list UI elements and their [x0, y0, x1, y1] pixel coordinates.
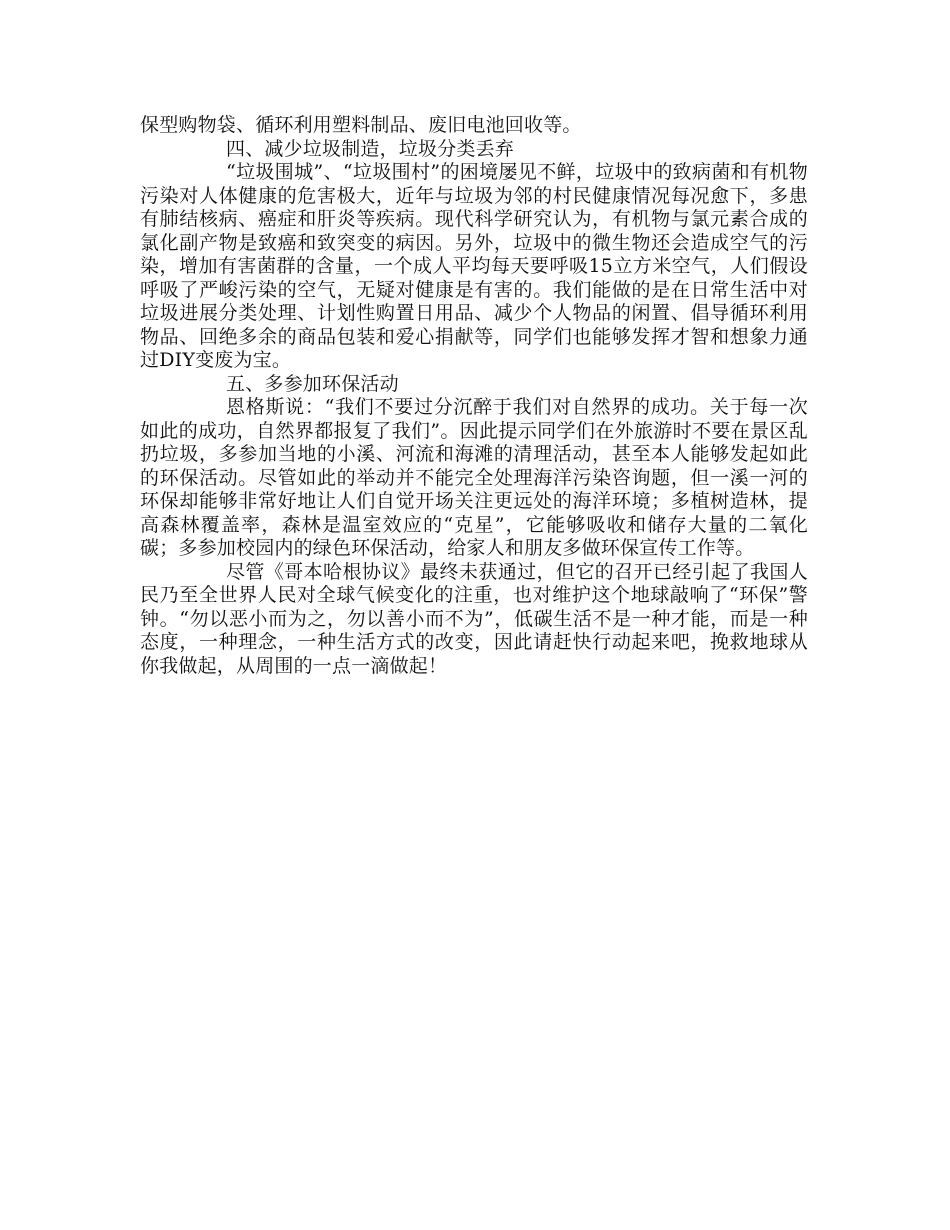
section-paragraph-4: “垃圾围城”、“垃圾围村”的困境屡见不鲜，垃圾中的致病菌和有机物污染对人体健康的危害极大，近年与垃圾为邻的村民健康情况每况愈下，多患有肺结核病、癌症和肝炎等疾病。现代科学研究认为，有机物与氯元素合成的氯化副产物是致癌和致突变的病因。另外，垃圾中的微生物还会造成空气的污染，增加有害菌群的含量，一个成人平均每天要呼吸15立方米空气，人们假设呼吸了严峻污染的空气，无疑对健康是有害的。我们能做的是在日常生活中对垃圾进展分类处理、计划性购置日用品、减少个人物品的闲置、倡导循环利用物品、回绝多余的商品包装和爱心捐献等，同学们也能够发挥才智和想象力通过DIY变废为宝。 [140, 161, 808, 371]
conclusion-paragraph: 尽管《哥本哈根协议》最终未获通过，但它的召开已经引起了我国人民乃至全世界人民对全球气候变化的注重，也对维护这个地球敲响了“环保”警钟。“勿以恶小而为之，勿以善小而不为”，低碳生活不是一种才能，而是一种态度，一种理念，一种生活方式的改变，因此请赶快行动起来吧，挽救地球从你我做起，从周围的一点一滴做起！ [140, 560, 808, 677]
section-paragraph-5: 恩格斯说：“我们不要过分沉醉于我们对自然界的成功。关于每一次如此的成功，自然界都报复了我们”。因此提示同学们在外旅游时不要在景区乱扔垃圾，多参加当地的小溪、河流和海滩的清理活动，甚至本人能够发起如此的环保活动。尽管如此的举动并不能完全处理海洋污染咨询题，但一溪一河的环保却能够非常好地让人们自觉开场关注更远处的海洋环境；多植树造林，提高森林覆盖率，森林是温室效应的“克星”，它能够吸收和储存大量的二氧化碳；多参加校园内的绿色环保活动，给家人和朋友多做环保宣传工作等。 [140, 396, 808, 559]
document-body [140, 114, 808, 678]
section-heading-5: 五、多参加环保活动 [226, 372, 399, 395]
continued-paragraph: 保型购物袋、循环利用塑料制品、废旧电池回收等。 [140, 114, 582, 136]
section-heading-4: 四、减少垃圾制造，垃圾分类丢弃 [226, 137, 515, 160]
